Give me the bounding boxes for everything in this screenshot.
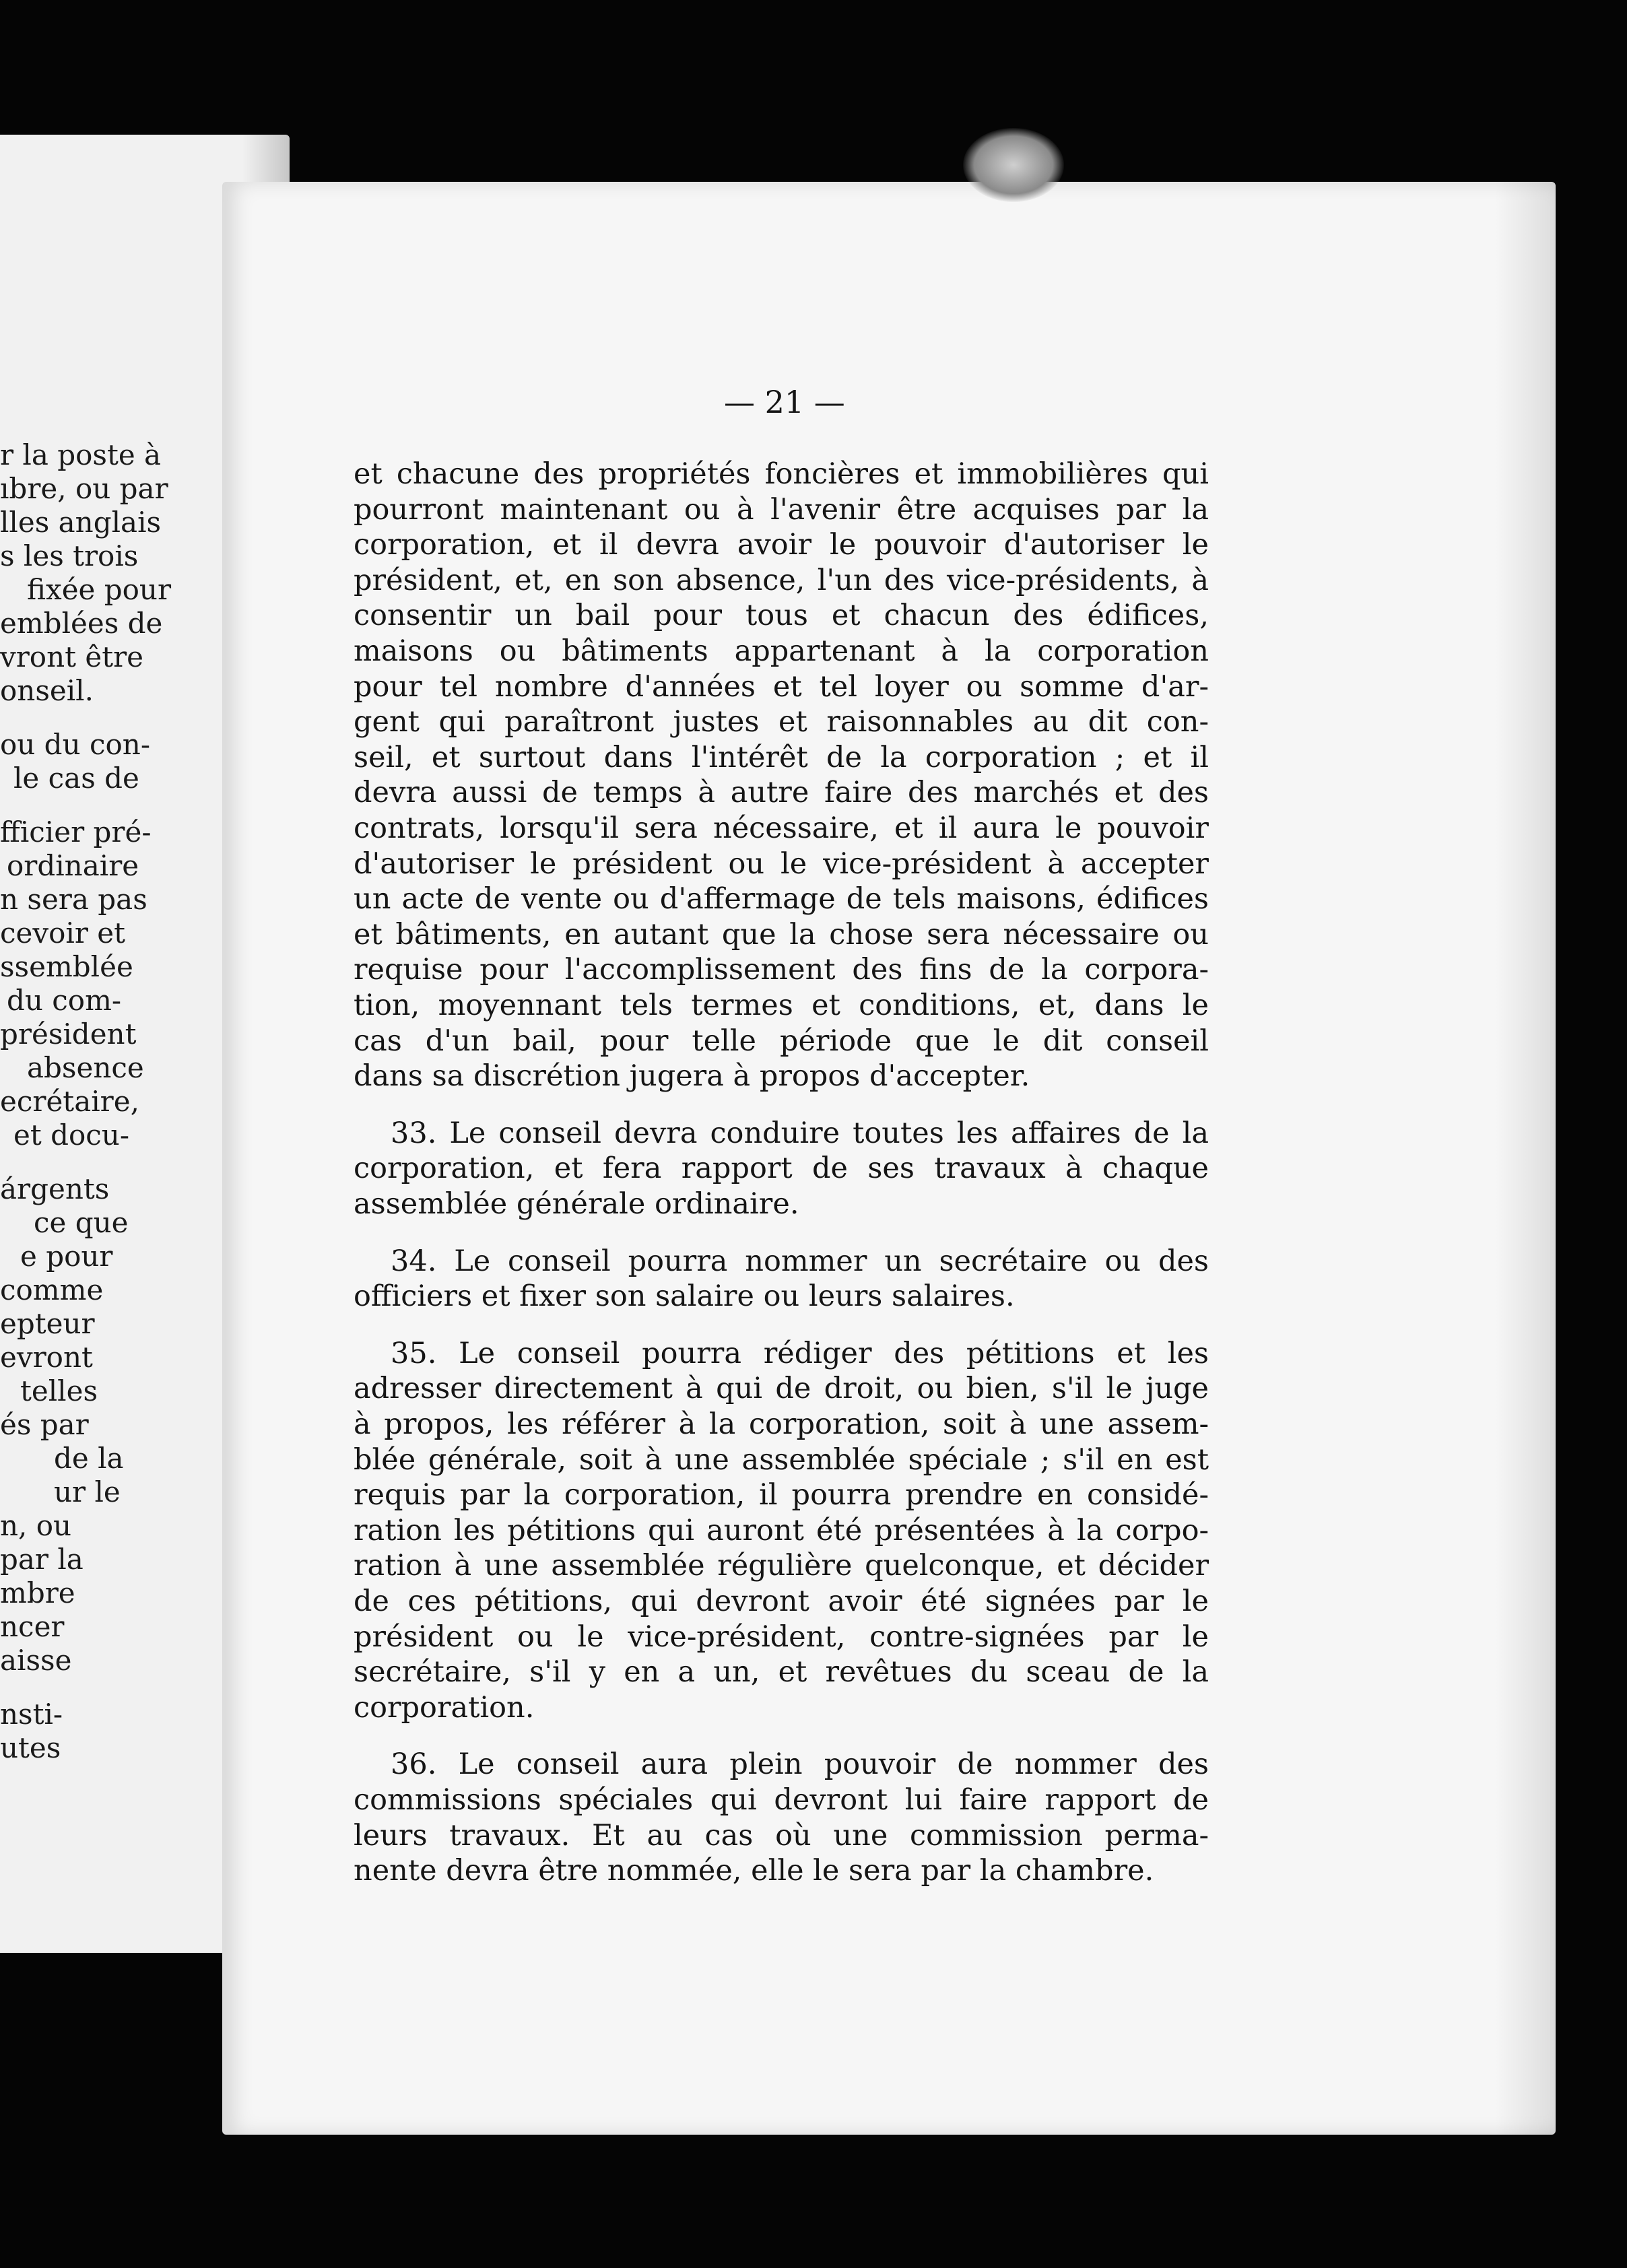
- text-line: 35. Le conseil pourra rédiger des pétitions et les: [391, 1337, 1209, 1370]
- text-line: secrétaire, s'il y en a un, et revêtues du sceau de la: [354, 1655, 1209, 1689]
- left-page-fragment: és par: [0, 1408, 89, 1441]
- left-page-fragment: lles anglais: [0, 506, 162, 539]
- left-page-fragment: de la: [54, 1442, 124, 1475]
- left-page-fragment: le cas de: [13, 762, 139, 795]
- text-line: 33. Le conseil devra conduire toutes les affaires de la: [391, 1116, 1209, 1150]
- left-page-fragment: r la poste à: [0, 438, 162, 471]
- left-page-fragment: evront: [0, 1341, 93, 1374]
- text-line: et chacune des propriétés foncières et immobilières qui: [354, 457, 1209, 491]
- left-page-fragment: cevoir et: [0, 916, 125, 949]
- left-page-fragment: telles: [20, 1374, 98, 1407]
- text-line: tion, moyennant tels termes et conditions, et, dans le: [354, 989, 1209, 1022]
- text-line: seil, et surtout dans l'intérêt de la corporation ; et il: [354, 741, 1209, 774]
- left-page-fragment: absence: [27, 1051, 144, 1084]
- left-page-fragment: du com-: [7, 984, 122, 1017]
- left-page-fragment: fixée pour: [27, 573, 172, 606]
- page-number: — 21 —: [724, 384, 845, 420]
- text-line: consentir un bail pour tous et chacun des édifices,: [354, 599, 1209, 632]
- left-page-fragment: n sera pas: [0, 883, 147, 916]
- text-line: de ces pétitions, qui devront avoir été signées par le: [354, 1585, 1209, 1618]
- left-page-fragment: epteur: [0, 1307, 95, 1340]
- text-line: et bâtiments, en autant que la chose sera nécessaire ou: [354, 918, 1209, 952]
- text-line: corporation, et fera rapport de ses travaux à chaque: [354, 1152, 1209, 1185]
- text-line: gent qui paraîtront justes et raisonnables au dit con-: [354, 705, 1209, 739]
- text-line: requise pour l'accomplissement des fins de la corpora-: [354, 953, 1209, 987]
- page-edge-shadow: [1495, 182, 1556, 2135]
- text-line: cas d'un bail, pour telle période que le dit conseil: [354, 1024, 1209, 1058]
- text-line: dans sa discrétion jugera à propos d'accepter.: [354, 1059, 1030, 1093]
- text-line: leurs travaux. Et au cas où une commission perma-: [354, 1819, 1209, 1853]
- left-page-fragment: árgents: [0, 1172, 110, 1205]
- text-line: ration à une assemblée régulière quelconque, et décider: [354, 1549, 1209, 1582]
- left-page-fragment: ecrétaire,: [0, 1085, 139, 1118]
- text-line: corporation, et il devra avoir le pouvoir d'autoriser le: [354, 528, 1209, 562]
- text-line: maisons ou bâtiments appartenant à la corporation: [354, 634, 1209, 668]
- left-page-fragment: comme: [0, 1273, 104, 1306]
- left-page-fragment: ordinaire: [7, 849, 139, 882]
- text-line: pourront maintenant ou à l'avenir être acquises par la: [354, 493, 1209, 527]
- text-line: corporation.: [354, 1691, 535, 1725]
- left-page-fragment: nsti-: [0, 1698, 63, 1731]
- left-page-fragment: n, ou: [0, 1509, 72, 1542]
- left-page-fragment: mbre: [0, 1576, 75, 1609]
- text-line: commissions spéciales qui devront lui faire rapport de: [354, 1783, 1209, 1817]
- text-line: 34. Le conseil pourra nommer un secrétaire ou des: [391, 1244, 1209, 1278]
- left-page-fragment: emblées de: [0, 607, 163, 640]
- left-page-fragment: ncer: [0, 1610, 65, 1643]
- text-line: d'autoriser le président ou le vice-président à accepter: [354, 847, 1209, 881]
- left-page-fragment: par la: [0, 1543, 84, 1576]
- left-page-fragment: ssemblée: [0, 950, 133, 983]
- left-page-fragment: s les trois: [0, 539, 139, 572]
- text-line: adresser directement à qui de droit, ou bien, s'il le juge: [354, 1372, 1209, 1405]
- text-line: président, et, en son absence, l'un des vice-présidents, à: [354, 564, 1209, 597]
- text-line: contrats, lorsqu'il sera nécessaire, et il aura le pouvoir: [354, 811, 1209, 845]
- text-line: officiers et fixer son salaire ou leurs salaires.: [354, 1279, 1015, 1313]
- left-page-fragment: ur le: [54, 1475, 121, 1508]
- left-page-fragment: fficier pré-: [0, 815, 152, 848]
- text-line: à propos, les référer à la corporation, soit à une assem-: [354, 1407, 1209, 1441]
- text-line: nente devra être nommée, elle le sera par la chambre.: [354, 1854, 1154, 1888]
- left-page-fragment: président: [0, 1018, 137, 1050]
- text-line: blée générale, soit à une assemblée spéciale ; s'il en est: [354, 1443, 1209, 1477]
- text-line: ration les pétitions qui auront été présentées à la corpo-: [354, 1514, 1209, 1547]
- left-page-fragment: vront être: [0, 640, 144, 673]
- text-line: requis par la corporation, il pourra prendre en considé-: [354, 1478, 1209, 1512]
- text-line: pour tel nombre d'années et tel loyer ou somme d'ar-: [354, 670, 1209, 704]
- text-line: assemblée générale ordinaire.: [354, 1187, 799, 1221]
- text-line: président ou le vice-président, contre-signées par le: [354, 1620, 1209, 1654]
- paper-tear-mark: [963, 128, 1064, 202]
- left-page-fragment: ou du con-: [0, 728, 151, 761]
- left-page-fragment: e pour: [20, 1240, 113, 1273]
- left-page-fragment: ce que: [34, 1206, 129, 1239]
- text-line: devra aussi de temps à autre faire des marchés et des: [354, 776, 1209, 809]
- left-page-fragment: aisse: [0, 1644, 72, 1677]
- left-page-fragment: utes: [0, 1731, 61, 1764]
- left-page-fragment: onseil.: [0, 674, 94, 707]
- left-page-fragment: et docu-: [13, 1119, 130, 1152]
- left-page-fragment: ıbre, ou par: [0, 472, 168, 505]
- text-line: un acte de vente ou d'affermage de tels maisons, édifices: [354, 882, 1209, 916]
- text-line: 36. Le conseil aura plein pouvoir de nommer des: [391, 1747, 1209, 1781]
